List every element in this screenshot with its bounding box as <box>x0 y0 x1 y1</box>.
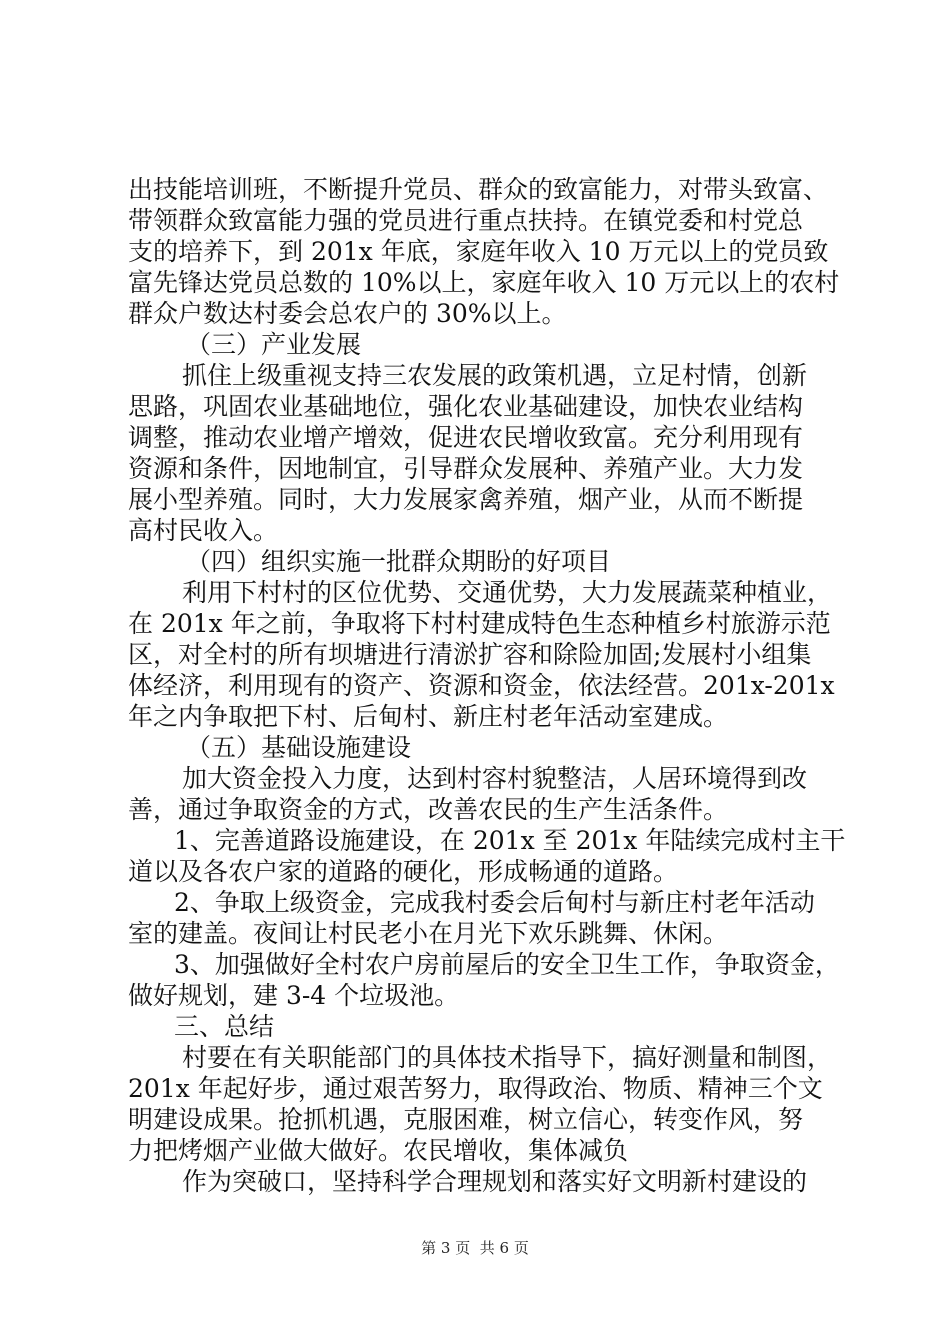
text-line: 作为突破口，坚持科学合理规划和落实好文明新村建设的 <box>182 1167 808 1196</box>
text-line: 201x 年起好步，通过艰苦努力，取得政治、物质、精神三个文 <box>128 1074 823 1103</box>
text-line: 善，通过争取资金的方式，改善农民的生产生活条件。 <box>128 795 729 824</box>
text-line: 带领群众致富能力强的党员进行重点扶持。在镇党委和村党总 <box>128 206 804 235</box>
section-heading: （五）基础设施建设 <box>186 733 412 762</box>
section-heading: （四）组织实施一批群众期盼的好项目 <box>186 547 612 576</box>
text-line: 加大资金投入力度，达到村容村貌整洁，人居环境得到改 <box>182 764 808 793</box>
text-line: 高村民收入。 <box>128 516 279 545</box>
text-line: 做好规划，建 3-4 个垃圾池。 <box>128 981 460 1010</box>
section-heading: （三）产业发展 <box>186 330 362 359</box>
text-line: 抓住上级重视支持三农发展的政策机遇，立足村情，创新 <box>182 361 808 390</box>
text-line: 利用下村村的区位优势、交通优势，大力发展蔬菜种植业， <box>182 578 833 607</box>
text-line: 年之内争取把下村、后甸村、新庄村老年活动室建成。 <box>128 702 729 731</box>
text-line: 1、完善道路设施建设，在 201x 至 201x 年陆续完成村主干 <box>174 826 846 855</box>
section-heading: 三、总结 <box>174 1012 275 1041</box>
page-number: 第 3 页 共 6 页 <box>421 1239 529 1257</box>
page-footer <box>0 1238 950 1258</box>
text-line: 村要在有关职能部门的具体技术指导下，搞好测量和制图， <box>182 1043 833 1072</box>
text-line: 富先锋达党员总数的 10%以上，家庭年收入 10 万元以上的农村 <box>128 268 840 297</box>
text-line: 支的培养下，到 201x 年底，家庭年收入 10 万元以上的党员致 <box>128 237 829 266</box>
text-line: 体经济，利用现有的资产、资源和资金，依法经营。201x-201x <box>128 671 835 700</box>
text-line: 思路，巩固农业基础地位，强化农业基础建设，加快农业结构 <box>128 392 804 421</box>
text-line: 力把烤烟产业做大做好。农民增收，集体减负 <box>128 1136 629 1165</box>
text-line: 群众户数达村委会总农户的 30%以上。 <box>128 299 567 328</box>
text-line: 调整，推动农业增产增效，促进农民增收致富。充分利用现有 <box>128 423 804 452</box>
text-line: 3、加强做好全村农户房前屋后的安全卫生工作，争取资金， <box>174 950 840 979</box>
text-line: 2、争取上级资金，完成我村委会后甸村与新庄村老年活动 <box>174 888 815 917</box>
text-line: 资源和条件，因地制宜，引导群众发展种、养殖产业。大力发 <box>128 454 804 483</box>
text-line: 室的建盖。夜间让村民老小在月光下欢乐跳舞、休闲。 <box>128 919 729 948</box>
text-line: 出技能培训班，不断提升党员、群众的致富能力，对带头致富、 <box>128 175 829 204</box>
text-line: 在 201x 年之前，争取将下村村建成特色生态种植乡村旅游示范 <box>128 609 831 638</box>
text-line: 道以及各农户家的道路的硬化，形成畅通的道路。 <box>128 857 679 886</box>
text-line: 展小型养殖。同时，大力发展家禽养殖，烟产业，从而不断提 <box>128 485 804 514</box>
text-line: 区，对全村的所有坝塘进行清淤扩容和除险加固;发展村小组集 <box>128 640 812 669</box>
text-line: 明建设成果。抢抓机遇，克服困难，树立信心，转变作风，努 <box>128 1105 804 1134</box>
